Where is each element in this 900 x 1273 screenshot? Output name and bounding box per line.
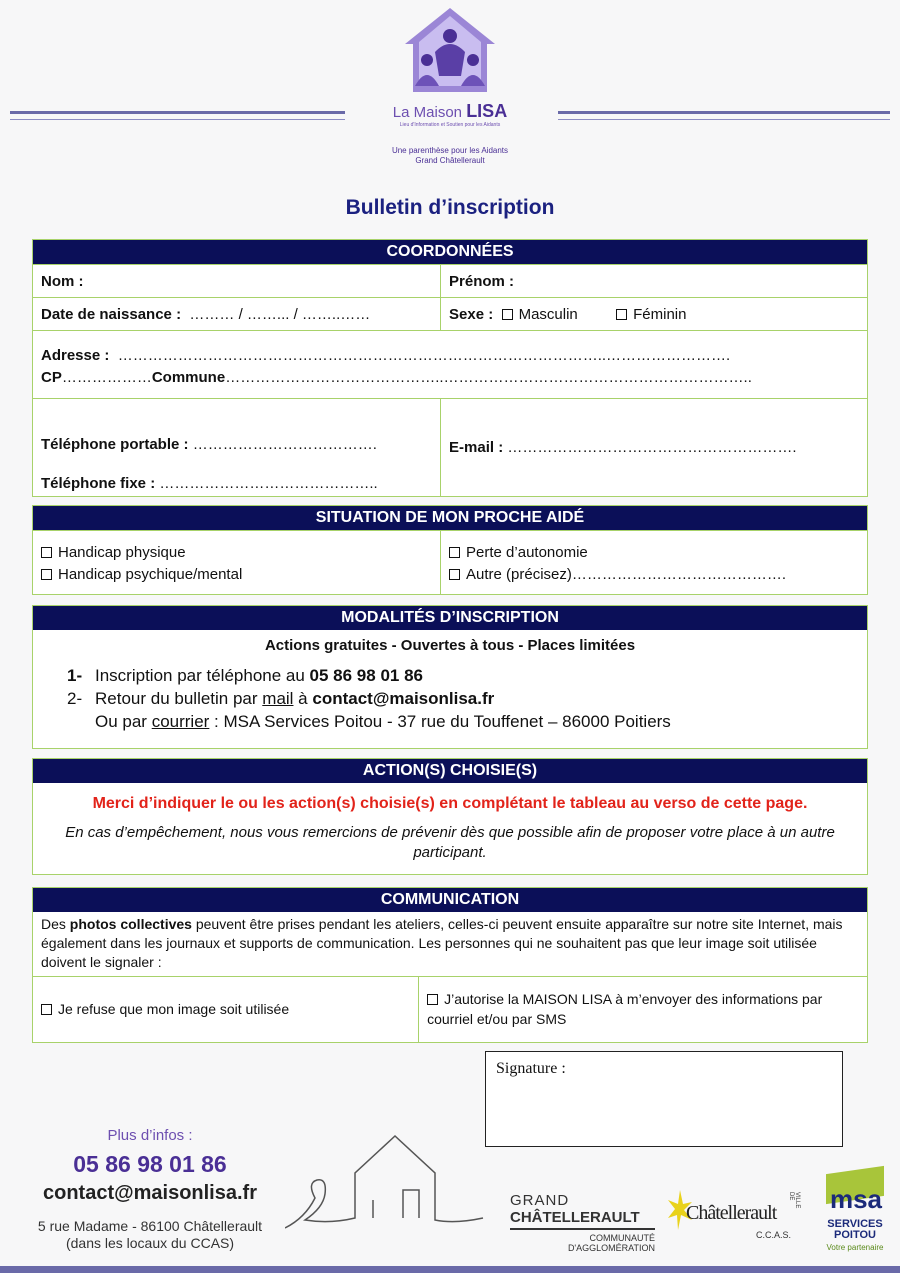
modalites-list bbox=[33, 664, 867, 733]
footer-address-2: (dans les locaux du CCAS) bbox=[65, 1235, 235, 1251]
modalites-subtitle: Actions gratuites - Ouvertes à tous - Places limitées bbox=[264, 637, 636, 654]
list-item: Ou par courrier : MSA Services Poitou - 37 rue du Touffenet – 86000 Poitiers bbox=[95, 712, 671, 731]
sexe-field: Sexe : Masculin Féminin bbox=[440, 298, 867, 330]
handicap-psychique-option[interactable]: Handicap psychique/mental bbox=[41, 564, 432, 586]
situation-section bbox=[32, 505, 868, 595]
signature-box[interactable] bbox=[485, 1051, 843, 1147]
email-field[interactable]: E-mail : …………………………………………………. bbox=[440, 399, 867, 496]
perte-autonomie-checkbox[interactable] bbox=[449, 547, 460, 558]
refuse-option[interactable]: Je refuse que mon image soit utilisée bbox=[33, 977, 418, 1042]
contact-email[interactable]: contact@maisonlisa.fr bbox=[312, 689, 495, 708]
footer-bottom-band bbox=[0, 1266, 900, 1273]
coordonnees-section bbox=[32, 239, 868, 497]
grand-chatellerault-logo: GRAND CHÂTELLERAULT COMMUNAUTÉ D'AGGLOMÉRATION bbox=[510, 1192, 655, 1253]
perte-autonomie-option[interactable]: Perte d’autonomie bbox=[449, 542, 859, 564]
autorise-option[interactable]: J’autorise la MAISON LISA à m’envoyer des informations par courriel et/ou par SMS bbox=[418, 977, 867, 1042]
footer-email[interactable]: contact@maisonlisa.fr bbox=[42, 1182, 257, 1204]
handicap-psychique-checkbox[interactable] bbox=[41, 569, 52, 580]
actions-header: ACTION(S) CHOISIE(S) bbox=[33, 759, 867, 783]
situation-left bbox=[33, 531, 440, 594]
footer-address-1: 5 rue Madame - 86100 Châtellerault bbox=[37, 1218, 263, 1234]
list-item: 1- Inscription par téléphone au 05 86 98 01 86 bbox=[67, 666, 423, 685]
list-item: 2- Retour du bulletin par mail à contact@maisonlisa.fr bbox=[67, 689, 495, 708]
header-line-left bbox=[10, 111, 345, 114]
msa-logo: msa SERVICES POITOU Votre partenaire bbox=[822, 1170, 888, 1256]
logo-name: La Maison LISA bbox=[392, 101, 508, 121]
signature-label: Signature : bbox=[496, 1060, 566, 1077]
house-family-icon bbox=[395, 6, 505, 94]
coordonnees-header: COORDONNÉES bbox=[33, 240, 867, 264]
communication-text: Des photos collectives peuvent être prises pendant les ateliers, celles-ci peuvent ensuite apparaître sur notre site Internet, mais également dans les journaux et supports de communication. Les personnes qui ne souhaitent pas que leur image soit utilisée doivent le signaler : bbox=[41, 916, 843, 970]
page-title: Bulletin d’inscription bbox=[345, 196, 555, 219]
feminin-checkbox[interactable] bbox=[616, 309, 627, 320]
header-line-left-thin bbox=[10, 119, 345, 120]
telephones-cell bbox=[33, 399, 440, 496]
heart-house-drawing-icon bbox=[285, 1128, 485, 1233]
logo-subtitle: Lieu d'Information et Soutien pour les Aidants bbox=[399, 122, 501, 128]
header-line-right bbox=[558, 111, 890, 114]
tel-portable-field[interactable]: Téléphone portable : ………………………………. bbox=[41, 436, 377, 453]
date-naissance-field[interactable]: Date de naissance : ……… / ……... / ……..…… bbox=[41, 306, 371, 323]
masculin-checkbox[interactable] bbox=[502, 309, 513, 320]
nom-field[interactable]: Nom : bbox=[41, 272, 84, 290]
handicap-physique-checkbox[interactable] bbox=[41, 547, 52, 558]
footer-plus-infos: Plus d’infos : bbox=[107, 1127, 193, 1144]
autre-option[interactable]: Autre (précisez)……………………………………. bbox=[449, 564, 859, 586]
communication-header: COMMUNICATION bbox=[33, 888, 867, 912]
header-line-right-thin bbox=[558, 119, 890, 120]
mail-link[interactable]: mail bbox=[262, 689, 294, 708]
logo-tagline: Une parenthèse pour les Aidants Grand Châtellerault bbox=[391, 146, 509, 165]
situation-header: SITUATION DE MON PROCHE AIDÉ bbox=[33, 506, 867, 530]
handicap-physique-option[interactable]: Handicap physique bbox=[41, 542, 432, 564]
tel-fixe-field[interactable]: Téléphone fixe : …………………………………….. bbox=[41, 475, 378, 492]
actions-warning: Merci d’indiquer le ou les action(s) choisie(s) en complétant le tableau au verso de cette page. bbox=[92, 795, 808, 812]
maison-lisa-logo bbox=[385, 6, 515, 166]
autorise-checkbox[interactable] bbox=[427, 994, 438, 1005]
courrier-link[interactable]: courrier bbox=[151, 712, 210, 731]
autre-checkbox[interactable] bbox=[449, 569, 460, 580]
modalites-section bbox=[32, 605, 868, 749]
situation-right bbox=[440, 531, 867, 594]
prenom-field[interactable]: Prénom : bbox=[440, 265, 867, 298]
adresse-field[interactable]: Adresse : ……………………………………………………………………………………..……………………. CP………………Commune……………………………………..…………………………………………………….. bbox=[41, 347, 752, 386]
footer-phone[interactable]: 05 86 98 01 86 bbox=[73, 1151, 227, 1177]
modalites-header: MODALITÉS D’INSCRIPTION bbox=[33, 606, 867, 630]
actions-section bbox=[32, 758, 868, 875]
communication-section bbox=[32, 887, 868, 1043]
actions-note: En cas d’empêchement, nous vous remercions de prévenir dès que possible afin de proposer votre place à un autre participant. bbox=[65, 824, 835, 861]
refuse-checkbox[interactable] bbox=[41, 1004, 52, 1015]
